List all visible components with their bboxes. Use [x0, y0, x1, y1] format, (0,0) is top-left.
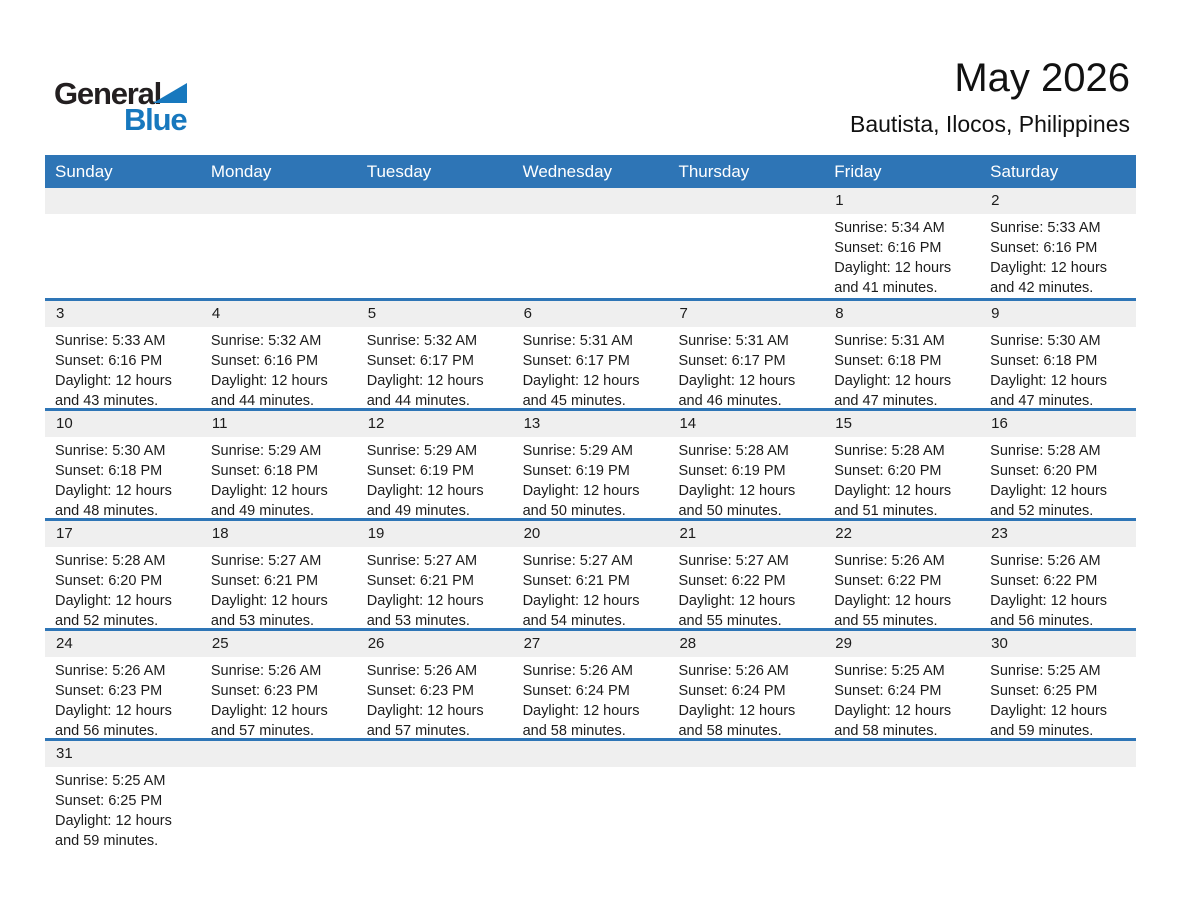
sunset-text: Sunset: 6:23 PM — [366, 683, 474, 699]
weekday-header-row — [45, 155, 1136, 188]
day-cell — [357, 411, 513, 518]
day-number: 21 — [679, 525, 697, 542]
day-details — [357, 657, 513, 741]
day-number-band — [824, 521, 980, 547]
sunset-text: Sunset: 6:19 PM — [522, 463, 630, 479]
day-cell — [45, 631, 201, 738]
sunset-text: Sunset: 6:24 PM — [678, 683, 786, 699]
day-cell — [824, 188, 980, 298]
day-details — [980, 657, 1136, 741]
sunrise-text: Sunrise: 5:28 AM — [678, 443, 789, 459]
sunrise-text: Sunrise: 5:28 AM — [55, 553, 166, 569]
week-row — [45, 408, 1136, 518]
daylight-text: Daylight: 12 hours and 45 minutes. — [522, 373, 640, 409]
day-number: 15 — [835, 415, 852, 432]
daylight-text: Daylight: 12 hours and 58 minutes. — [678, 703, 796, 739]
daylight-text: Daylight: 12 hours and 53 minutes. — [366, 593, 484, 629]
day-details — [980, 547, 1136, 631]
page-title: May 2026 — [954, 56, 1130, 100]
sunrise-text: Sunrise: 5:25 AM — [990, 663, 1101, 679]
day-number-band — [45, 301, 201, 327]
day-cell — [668, 411, 824, 518]
day-cell — [980, 188, 1136, 298]
day-details — [980, 214, 1136, 298]
weekday-thursday: Thursday — [678, 161, 750, 181]
sunrise-text: Sunrise: 5:31 AM — [522, 333, 633, 349]
day-cell — [357, 631, 513, 738]
day-details — [980, 437, 1136, 521]
daylight-text: Daylight: 12 hours and 59 minutes. — [990, 703, 1108, 739]
day-details — [824, 437, 980, 521]
day-number-band — [980, 301, 1136, 327]
daylight-text: Daylight: 12 hours and 41 minutes. — [834, 260, 952, 296]
sunrise-text: Sunrise: 5:25 AM — [55, 773, 166, 789]
sunrise-text: Sunrise: 5:28 AM — [834, 443, 945, 459]
sunset-text: Sunset: 6:21 PM — [210, 573, 319, 589]
day-number-band — [201, 631, 357, 657]
empty-day-cell — [980, 741, 1136, 848]
sunrise-text: Sunrise: 5:26 AM — [522, 663, 633, 679]
day-number-band — [201, 301, 357, 327]
empty-day-cell — [668, 741, 824, 848]
day-details — [357, 547, 513, 631]
day-number-band — [513, 521, 669, 547]
daylight-text: Daylight: 12 hours and 44 minutes. — [366, 373, 484, 409]
day-cell — [668, 631, 824, 738]
day-cell — [513, 521, 669, 628]
sunrise-text: Sunrise: 5:33 AM — [55, 333, 166, 349]
day-number-band — [357, 411, 513, 437]
empty-day-cell — [357, 741, 513, 848]
sunrise-text: Sunrise: 5:29 AM — [522, 443, 633, 459]
day-number-band — [824, 631, 980, 657]
day-number-band — [45, 188, 201, 214]
day-number: 23 — [991, 525, 1008, 542]
day-number: 12 — [367, 415, 385, 432]
day-number-band — [201, 188, 357, 214]
day-details — [668, 547, 824, 631]
day-cell — [201, 521, 357, 628]
day-number-band — [45, 411, 201, 437]
daylight-text: Daylight: 12 hours and 53 minutes. — [210, 593, 328, 629]
day-number-band — [824, 301, 980, 327]
sunset-text: Sunset: 6:24 PM — [834, 683, 942, 699]
week-row — [45, 188, 1136, 298]
weekday-saturday: Saturday — [990, 161, 1059, 181]
daylight-text: Daylight: 12 hours and 54 minutes. — [522, 593, 640, 629]
empty-day-cell — [824, 741, 980, 848]
day-cell — [824, 411, 980, 518]
sunset-text: Sunset: 6:17 PM — [678, 353, 786, 369]
day-number-band — [980, 741, 1136, 767]
day-number: 26 — [367, 635, 385, 652]
sunrise-text: Sunrise: 5:25 AM — [834, 663, 945, 679]
day-number-band — [357, 188, 513, 214]
daylight-text: Daylight: 12 hours and 52 minutes. — [990, 483, 1108, 519]
general-blue-logo — [54, 76, 224, 140]
day-number-band — [980, 521, 1136, 547]
sunset-text: Sunset: 6:17 PM — [366, 353, 474, 369]
day-number: 25 — [211, 635, 229, 652]
sunset-text: Sunset: 6:18 PM — [210, 463, 319, 479]
day-details — [980, 327, 1136, 411]
day-cell — [513, 631, 669, 738]
sunrise-text: Sunrise: 5:31 AM — [678, 333, 789, 349]
weekday-friday: Friday — [834, 161, 882, 181]
day-number-band — [668, 741, 824, 767]
day-number: 2 — [991, 192, 1000, 209]
day-number: 16 — [991, 415, 1008, 432]
logo-blue-text: Blue — [124, 102, 187, 137]
sunset-text: Sunset: 6:21 PM — [522, 573, 630, 589]
sunset-text: Sunset: 6:20 PM — [55, 573, 163, 589]
logo-general-text: General — [54, 76, 162, 111]
sunset-text: Sunset: 6:18 PM — [834, 353, 942, 369]
daylight-text: Daylight: 12 hours and 58 minutes. — [834, 703, 952, 739]
sunset-text: Sunset: 6:18 PM — [55, 463, 163, 479]
day-details — [201, 327, 357, 411]
sunset-text: Sunset: 6:22 PM — [834, 573, 942, 589]
day-number-band — [513, 301, 669, 327]
day-number-band — [45, 521, 201, 547]
day-cell — [668, 521, 824, 628]
daylight-text: Daylight: 12 hours and 46 minutes. — [678, 373, 796, 409]
day-cell — [824, 521, 980, 628]
day-details — [824, 327, 980, 411]
sunset-text: Sunset: 6:19 PM — [678, 463, 786, 479]
title-block — [850, 58, 1130, 138]
day-cell — [824, 631, 980, 738]
day-details — [513, 437, 669, 521]
sunrise-text: Sunrise: 5:29 AM — [210, 443, 322, 459]
day-number-band — [357, 301, 513, 327]
sunrise-text: Sunrise: 5:26 AM — [834, 553, 945, 569]
day-cell — [201, 631, 357, 738]
weekday-tuesday: Tuesday — [366, 161, 432, 181]
weekday-sunday: Sunday — [55, 161, 113, 181]
sunrise-text: Sunrise: 5:26 AM — [55, 663, 166, 679]
day-number-band — [513, 188, 669, 214]
day-number-band — [357, 631, 513, 657]
day-details — [201, 657, 357, 741]
day-details — [513, 327, 669, 411]
day-number: 1 — [835, 192, 844, 209]
day-number: 20 — [523, 525, 541, 542]
daylight-text: Daylight: 12 hours and 48 minutes. — [55, 483, 172, 519]
day-number-band — [980, 631, 1136, 657]
sunset-text: Sunset: 6:23 PM — [210, 683, 319, 699]
day-cell — [357, 521, 513, 628]
daylight-text: Daylight: 12 hours and 55 minutes. — [678, 593, 796, 629]
daylight-text: Daylight: 12 hours and 49 minutes. — [366, 483, 484, 519]
day-number: 29 — [835, 635, 852, 652]
day-details — [668, 657, 824, 741]
sunset-text: Sunset: 6:24 PM — [522, 683, 630, 699]
sunrise-text: Sunrise: 5:26 AM — [990, 553, 1101, 569]
daylight-text: Daylight: 12 hours and 47 minutes. — [834, 373, 952, 409]
day-number-band — [201, 741, 357, 767]
week-row — [45, 628, 1136, 738]
sunrise-text: Sunrise: 5:32 AM — [210, 333, 322, 349]
day-cell — [980, 411, 1136, 518]
day-number-band — [513, 631, 669, 657]
sunset-text: Sunset: 6:25 PM — [990, 683, 1098, 699]
day-number: 9 — [991, 305, 1000, 322]
sunrise-text: Sunrise: 5:27 AM — [522, 553, 633, 569]
day-number: 22 — [835, 525, 852, 542]
sunrise-text: Sunrise: 5:27 AM — [366, 553, 478, 569]
day-cell — [201, 411, 357, 518]
sunrise-text: Sunrise: 5:29 AM — [366, 443, 478, 459]
day-number-band — [513, 411, 669, 437]
day-cell — [513, 411, 669, 518]
empty-day-cell — [513, 741, 669, 848]
day-details — [45, 657, 201, 741]
sunset-text: Sunset: 6:16 PM — [55, 353, 163, 369]
day-details — [824, 214, 980, 298]
day-number-band — [668, 301, 824, 327]
day-details — [668, 437, 824, 521]
empty-day-cell — [201, 188, 357, 298]
day-number: 7 — [679, 305, 688, 322]
day-number-band — [357, 741, 513, 767]
day-number-band — [824, 741, 980, 767]
sunrise-text: Sunrise: 5:34 AM — [834, 220, 945, 236]
calendar-weeks — [45, 188, 1136, 848]
sunset-text: Sunset: 6:16 PM — [210, 353, 319, 369]
sunrise-text: Sunrise: 5:30 AM — [55, 443, 166, 459]
day-number-band — [668, 631, 824, 657]
day-number-band — [824, 411, 980, 437]
day-details — [357, 327, 513, 411]
day-details — [201, 547, 357, 631]
day-number: 3 — [56, 305, 65, 322]
empty-day-cell — [513, 188, 669, 298]
daylight-text: Daylight: 12 hours and 57 minutes. — [366, 703, 484, 739]
day-details — [45, 767, 201, 851]
daylight-text: Daylight: 12 hours and 50 minutes. — [522, 483, 640, 519]
sunset-text: Sunset: 6:17 PM — [522, 353, 630, 369]
sunset-text: Sunset: 6:18 PM — [990, 353, 1098, 369]
day-cell — [45, 741, 201, 848]
sunrise-text: Sunrise: 5:33 AM — [990, 220, 1101, 236]
day-number: 6 — [523, 305, 532, 322]
daylight-text: Daylight: 12 hours and 49 minutes. — [210, 483, 328, 519]
sunset-text: Sunset: 6:19 PM — [366, 463, 474, 479]
calendar-table — [45, 155, 1136, 848]
day-number: 30 — [991, 635, 1008, 652]
sunset-text: Sunset: 6:22 PM — [990, 573, 1098, 589]
day-details — [513, 547, 669, 631]
sunset-text: Sunset: 6:23 PM — [55, 683, 163, 699]
sunset-text: Sunset: 6:20 PM — [990, 463, 1098, 479]
day-cell — [980, 631, 1136, 738]
day-details — [357, 437, 513, 521]
day-cell — [980, 521, 1136, 628]
day-number: 13 — [523, 415, 541, 432]
empty-day-cell — [45, 188, 201, 298]
daylight-text: Daylight: 12 hours and 56 minutes. — [55, 703, 172, 739]
week-row — [45, 518, 1136, 628]
daylight-text: Daylight: 12 hours and 43 minutes. — [55, 373, 172, 409]
sunrise-text: Sunrise: 5:27 AM — [678, 553, 789, 569]
week-row — [45, 738, 1136, 848]
day-details — [45, 547, 201, 631]
day-cell — [45, 301, 201, 408]
day-number: 4 — [211, 305, 221, 322]
day-cell — [824, 301, 980, 408]
day-number-band — [668, 188, 824, 214]
sunrise-text: Sunrise: 5:27 AM — [210, 553, 322, 569]
day-details — [45, 437, 201, 521]
sunrise-text: Sunrise: 5:26 AM — [210, 663, 322, 679]
sunrise-text: Sunrise: 5:28 AM — [990, 443, 1101, 459]
day-number-band — [513, 741, 669, 767]
day-details — [824, 657, 980, 741]
sunrise-text: Sunrise: 5:31 AM — [834, 333, 945, 349]
daylight-text: Daylight: 12 hours and 47 minutes. — [990, 373, 1108, 409]
day-number-band — [45, 631, 201, 657]
day-number: 28 — [679, 635, 697, 652]
daylight-text: Daylight: 12 hours and 57 minutes. — [210, 703, 328, 739]
empty-day-cell — [201, 741, 357, 848]
day-number: 5 — [367, 305, 377, 322]
top-section — [0, 0, 1188, 155]
day-details — [45, 327, 201, 411]
day-number-band — [980, 411, 1136, 437]
day-details — [201, 437, 357, 521]
day-details — [824, 547, 980, 631]
day-number: 18 — [211, 525, 229, 542]
weekday-monday: Monday — [210, 161, 272, 181]
daylight-text: Daylight: 12 hours and 50 minutes. — [678, 483, 796, 519]
sunset-text: Sunset: 6:16 PM — [990, 240, 1098, 256]
daylight-text: Daylight: 12 hours and 51 minutes. — [834, 483, 952, 519]
empty-day-cell — [357, 188, 513, 298]
sunrise-text: Sunrise: 5:26 AM — [678, 663, 789, 679]
weekday-wednesday: Wednesday — [522, 161, 613, 181]
daylight-text: Daylight: 12 hours and 44 minutes. — [210, 373, 328, 409]
day-number-band — [201, 521, 357, 547]
day-cell — [980, 301, 1136, 408]
daylight-text: Daylight: 12 hours and 52 minutes. — [55, 593, 172, 629]
daylight-text: Daylight: 12 hours and 56 minutes. — [990, 593, 1108, 629]
day-number: 19 — [367, 525, 385, 542]
sunrise-text: Sunrise: 5:32 AM — [366, 333, 478, 349]
day-cell — [668, 301, 824, 408]
day-details — [513, 657, 669, 741]
empty-day-cell — [668, 188, 824, 298]
daylight-text: Daylight: 12 hours and 55 minutes. — [834, 593, 952, 629]
day-number-band — [201, 411, 357, 437]
day-cell — [357, 301, 513, 408]
sunrise-text: Sunrise: 5:26 AM — [366, 663, 478, 679]
day-number-band — [357, 521, 513, 547]
day-number: 17 — [56, 525, 73, 542]
sunset-text: Sunset: 6:21 PM — [366, 573, 474, 589]
day-number: 27 — [523, 635, 541, 652]
week-row — [45, 298, 1136, 408]
daylight-text: Daylight: 12 hours and 59 minutes. — [55, 813, 172, 849]
sunrise-text: Sunrise: 5:30 AM — [990, 333, 1101, 349]
day-number: 31 — [56, 745, 73, 762]
day-number: 24 — [56, 635, 73, 652]
day-number: 10 — [56, 415, 73, 432]
day-number-band — [980, 188, 1136, 214]
day-cell — [45, 521, 201, 628]
day-details — [668, 327, 824, 411]
sunset-text: Sunset: 6:22 PM — [678, 573, 786, 589]
sunset-text: Sunset: 6:16 PM — [834, 240, 942, 256]
day-number-band — [45, 741, 201, 767]
day-number: 14 — [679, 415, 697, 432]
day-cell — [513, 301, 669, 408]
day-cell — [201, 301, 357, 408]
day-number: 8 — [835, 305, 844, 322]
day-cell — [45, 411, 201, 518]
sunset-text: Sunset: 6:20 PM — [834, 463, 942, 479]
day-number-band — [824, 188, 980, 214]
day-number: 11 — [211, 415, 228, 432]
day-number-band — [668, 411, 824, 437]
day-number-band — [668, 521, 824, 547]
sunset-text: Sunset: 6:25 PM — [55, 793, 163, 809]
daylight-text: Daylight: 12 hours and 58 minutes. — [522, 703, 640, 739]
page-subtitle: Bautista, Ilocos, Philippines — [850, 111, 1130, 137]
daylight-text: Daylight: 12 hours and 42 minutes. — [990, 260, 1108, 296]
